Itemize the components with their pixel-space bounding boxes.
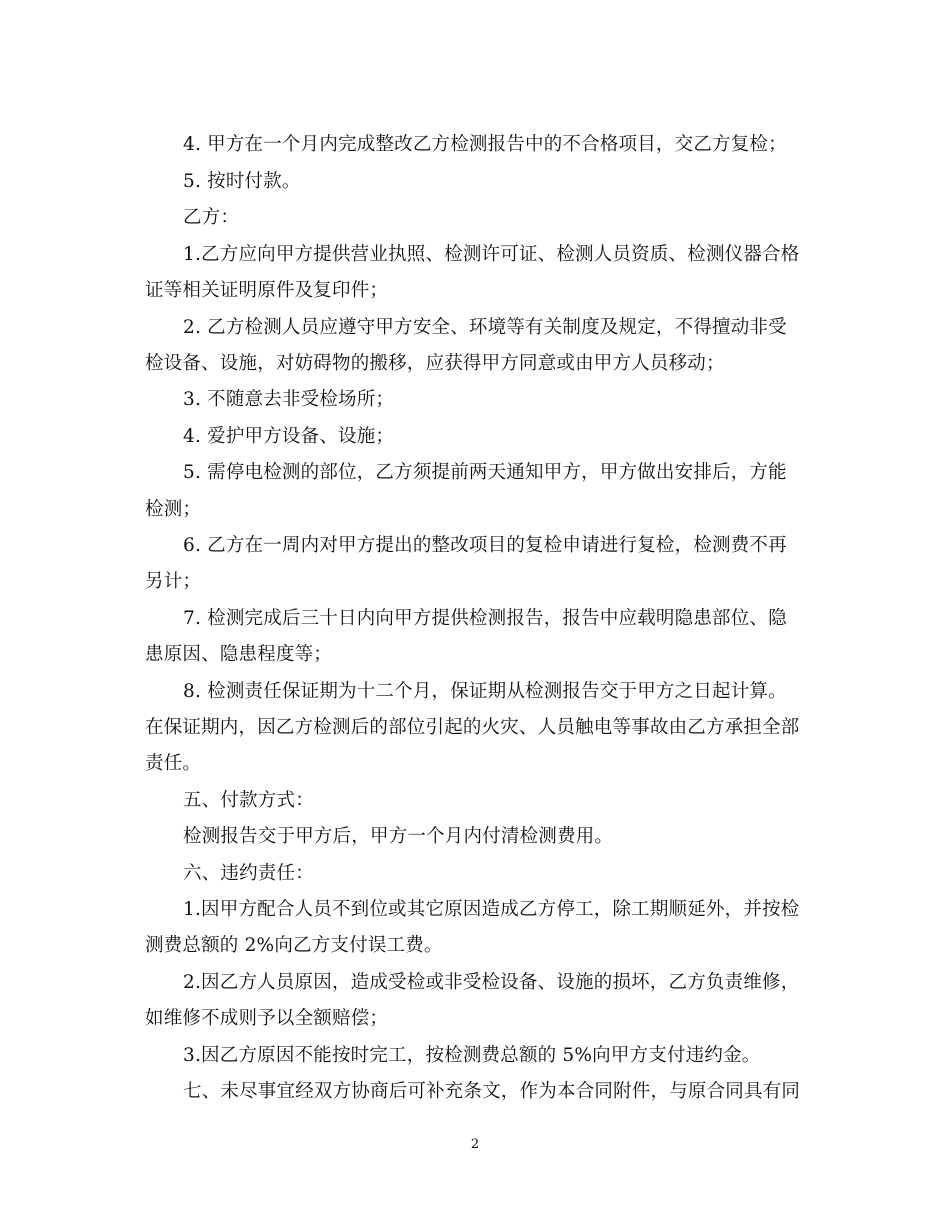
clause-party-b-7: 7. 检测完成后三十日内向甲方提供检测报告，报告中应载明隐患部位、隐 bbox=[183, 608, 787, 629]
clause-party-b-1: 1.乙方应向甲方提供营业执照、检测许可证、检测人员资质、检测仪器合格 bbox=[183, 244, 800, 265]
clause-breach-2: 2.因乙方人员原因，造成受检或非受检设备、设施的损坏，乙方负责维修， bbox=[183, 972, 800, 993]
clause-party-b-7-cont: 患原因、隐患程度等； bbox=[145, 644, 333, 665]
section-heading-party-b: 乙方： bbox=[183, 207, 240, 228]
clause-breach-1: 1.因甲方配合人员不到位或其它原因造成乙方停工，除工期顺延外，并按检 bbox=[183, 899, 800, 920]
clause-party-a-4: 4. 甲方在一个月内完成整改乙方检测报告中的不合格项目，交乙方复检； bbox=[183, 134, 787, 155]
clause-party-b-6-cont: 另计； bbox=[145, 571, 202, 592]
section-heading-misc: 七、未尽事宜经双方协商后可补充条文，作为本合同附件，与原合同具有同 bbox=[183, 1081, 801, 1102]
section-heading-payment: 五、付款方式： bbox=[183, 790, 314, 811]
clause-party-b-5-cont: 检测； bbox=[145, 499, 202, 520]
clause-party-b-8: 8. 检测责任保证期为十二个月，保证期从检测报告交于甲方之日起计算。 bbox=[183, 681, 787, 702]
clause-breach-1-cont: 测费总额的 2%向乙方支付误工费。 bbox=[145, 935, 443, 956]
payment-text: 检测报告交于甲方后，甲方一个月内付清检测费用。 bbox=[183, 826, 614, 847]
clause-breach-3: 3.因乙方原因不能按时完工，按检测费总额的 5%向甲方支付违约金。 bbox=[183, 1045, 761, 1066]
clause-party-b-4: 4. 爱护甲方设备、设施； bbox=[183, 426, 395, 447]
clause-party-b-8-end: 责任。 bbox=[145, 753, 202, 774]
clause-party-b-5: 5. 需停电检测的部位，乙方须提前两天通知甲方，甲方做出安排后，方能 bbox=[183, 462, 787, 483]
clause-party-b-2: 2. 乙方检测人员应遵守甲方安全、环境等有关制度及规定，不得擅动非受 bbox=[183, 317, 787, 338]
clause-party-b-2-cont: 检设备、设施，对妨碍物的搬移，应获得甲方同意或由甲方人员移动； bbox=[145, 353, 725, 374]
page-number: 2 bbox=[470, 1137, 480, 1152]
clause-party-b-8-cont: 在保证期内，因乙方检测后的部位引起的火灾、人员触电等事故由乙方承担全部 bbox=[145, 717, 800, 738]
clause-breach-2-cont: 如维修不成则予以全额赔偿； bbox=[145, 1008, 389, 1029]
clause-party-a-5: 5. 按时付款。 bbox=[183, 171, 301, 192]
section-heading-breach: 六、违约责任： bbox=[183, 863, 314, 884]
clause-party-b-1-cont: 证等相关证明原件及复印件； bbox=[145, 280, 389, 301]
clause-party-b-6: 6. 乙方在一周内对甲方提出的整改项目的复检申请进行复检，检测费不再 bbox=[183, 535, 787, 556]
clause-party-b-3: 3. 不随意去非受检场所； bbox=[183, 389, 395, 410]
